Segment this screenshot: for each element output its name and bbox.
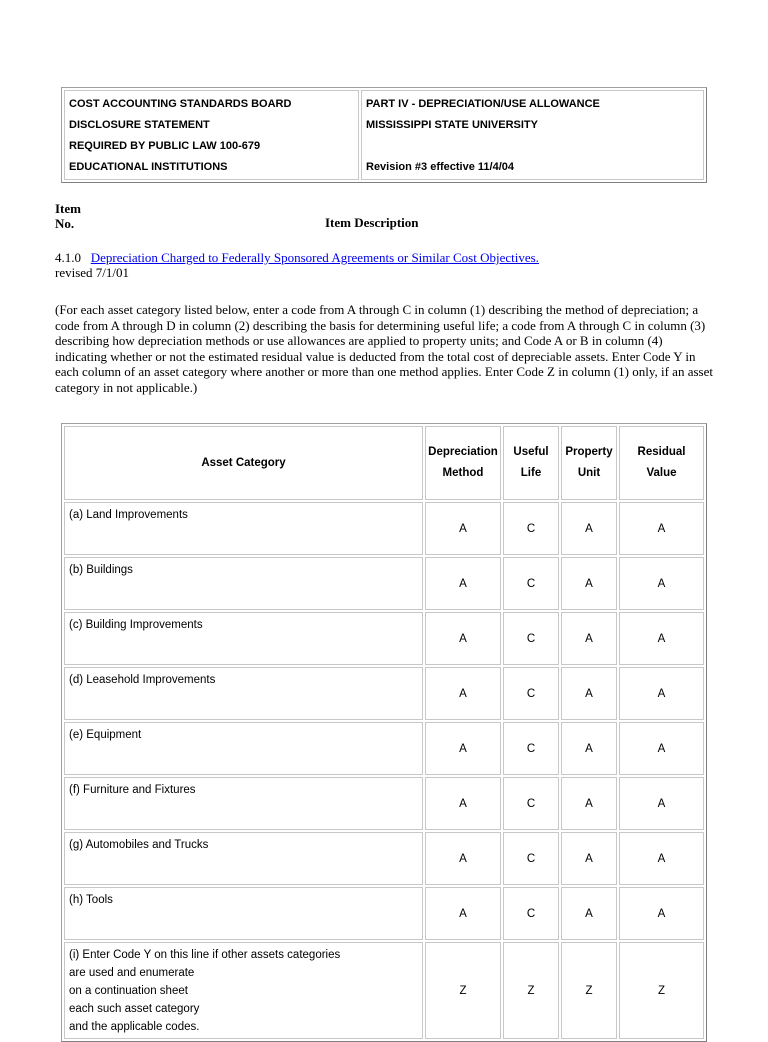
asset-table — [61, 423, 707, 1042]
property-unit-cell: A — [561, 502, 617, 555]
asset-category-cell: (h) Tools — [64, 887, 423, 940]
header-line: COST ACCOUNTING STANDARDS BOARD — [69, 98, 292, 110]
table-row — [64, 832, 704, 885]
useful-life-cell: C — [503, 502, 559, 555]
useful-life-cell: C — [503, 777, 559, 830]
table-row — [64, 502, 704, 555]
table-row — [64, 612, 704, 665]
header-table — [61, 87, 707, 183]
depreciation-method-cell: A — [425, 557, 501, 610]
header-line: REQUIRED BY PUBLIC LAW 100-679 — [69, 140, 261, 152]
header-line: Revision #3 effective 11/4/04 — [366, 161, 514, 173]
col-depreciation-method: Depreciation Method — [425, 426, 501, 500]
property-unit-cell: A — [561, 722, 617, 775]
asset-category-cell: (b) Buildings — [64, 557, 423, 610]
header-line: EDUCATIONAL INSTITUTIONS — [69, 161, 228, 173]
useful-life-cell: Z — [503, 942, 559, 1039]
asset-category-cell: (f) Furniture and Fixtures — [64, 777, 423, 830]
item-no-label: Item No. — [55, 201, 81, 231]
asset-category-cell: (g) Automobiles and Trucks — [64, 832, 423, 885]
residual-value-cell: A — [619, 612, 704, 665]
useful-life-cell: C — [503, 887, 559, 940]
table-row — [64, 557, 704, 610]
table-row — [64, 667, 704, 720]
col-residual-value: Residual Value — [619, 426, 704, 500]
asset-category-cell: (i) Enter Code Y on this line if other assets categories are used and enumerate on a continuation sheet each such asset category and the applicable codes. — [64, 942, 423, 1039]
property-unit-cell: A — [561, 612, 617, 665]
residual-value-cell: A — [619, 502, 704, 555]
residual-value-cell: A — [619, 722, 704, 775]
header-line: PART IV - DEPRECIATION/USE ALLOWANCE — [366, 98, 600, 110]
item-entry — [55, 250, 539, 280]
table-row — [64, 777, 704, 830]
header-left — [64, 90, 359, 180]
table-header-row — [64, 426, 704, 500]
property-unit-cell: A — [561, 887, 617, 940]
depreciation-method-cell: A — [425, 887, 501, 940]
col-property-unit: Property Unit — [561, 426, 617, 500]
residual-value-cell: Z — [619, 942, 704, 1039]
residual-value-cell: A — [619, 832, 704, 885]
item-description-label: Item Description — [325, 215, 419, 230]
depreciation-method-cell: A — [425, 832, 501, 885]
asset-category-cell: (e) Equipment — [64, 722, 423, 775]
instructions: (For each asset category listed below, enter a code from A through C in column (1) describing the method of depreciation; a code from A through D in column (2) describing the basis for determining useful life; a code from A through C in column (3) describing how depreciation methods or use allowances are applied to property units; and Code A or B in column (4) indicating whether or not the estimated residual value is deducted from the total cost of depreciable assets. Enter Code Y in each column of an asset category where another or more than one method applies. Enter Code Z in column (1) only, if an asset category in not applicable.) — [55, 302, 713, 395]
property-unit-cell: A — [561, 557, 617, 610]
depreciation-method-cell: A — [425, 612, 501, 665]
col-useful-life: Useful Life — [503, 426, 559, 500]
header-line: DISCLOSURE STATEMENT — [69, 119, 210, 131]
asset-category-cell: (a) Land Improvements — [64, 502, 423, 555]
table-row — [64, 887, 704, 940]
table-row — [64, 722, 704, 775]
depreciation-method-cell: A — [425, 667, 501, 720]
useful-life-cell: C — [503, 832, 559, 885]
useful-life-cell: C — [503, 557, 559, 610]
useful-life-cell: C — [503, 667, 559, 720]
residual-value-cell: A — [619, 667, 704, 720]
depreciation-method-cell: A — [425, 722, 501, 775]
revised-date: revised 7/1/01 — [55, 265, 130, 280]
property-unit-cell: A — [561, 777, 617, 830]
table-row — [64, 942, 704, 1039]
asset-category-cell: (d) Leasehold Improvements — [64, 667, 423, 720]
property-unit-cell: A — [561, 667, 617, 720]
item-number: 4.1.0 — [55, 250, 81, 265]
property-unit-cell: Z — [561, 942, 617, 1039]
useful-life-cell: C — [503, 722, 559, 775]
residual-value-cell: A — [619, 557, 704, 610]
header-line: MISSISSIPPI STATE UNIVERSITY — [366, 119, 538, 131]
header-right — [361, 90, 704, 180]
item-link[interactable]: Depreciation Charged to Federally Sponsored Agreements or Similar Cost Objectives. — [90, 250, 539, 265]
useful-life-cell: C — [503, 612, 559, 665]
residual-value-cell: A — [619, 777, 704, 830]
residual-value-cell: A — [619, 887, 704, 940]
depreciation-method-cell: A — [425, 502, 501, 555]
depreciation-method-cell: A — [425, 777, 501, 830]
col-asset-category: Asset Category — [64, 426, 423, 500]
depreciation-method-cell: Z — [425, 942, 501, 1039]
header-line — [366, 136, 699, 157]
property-unit-cell: A — [561, 832, 617, 885]
asset-category-cell: (c) Building Improvements — [64, 612, 423, 665]
